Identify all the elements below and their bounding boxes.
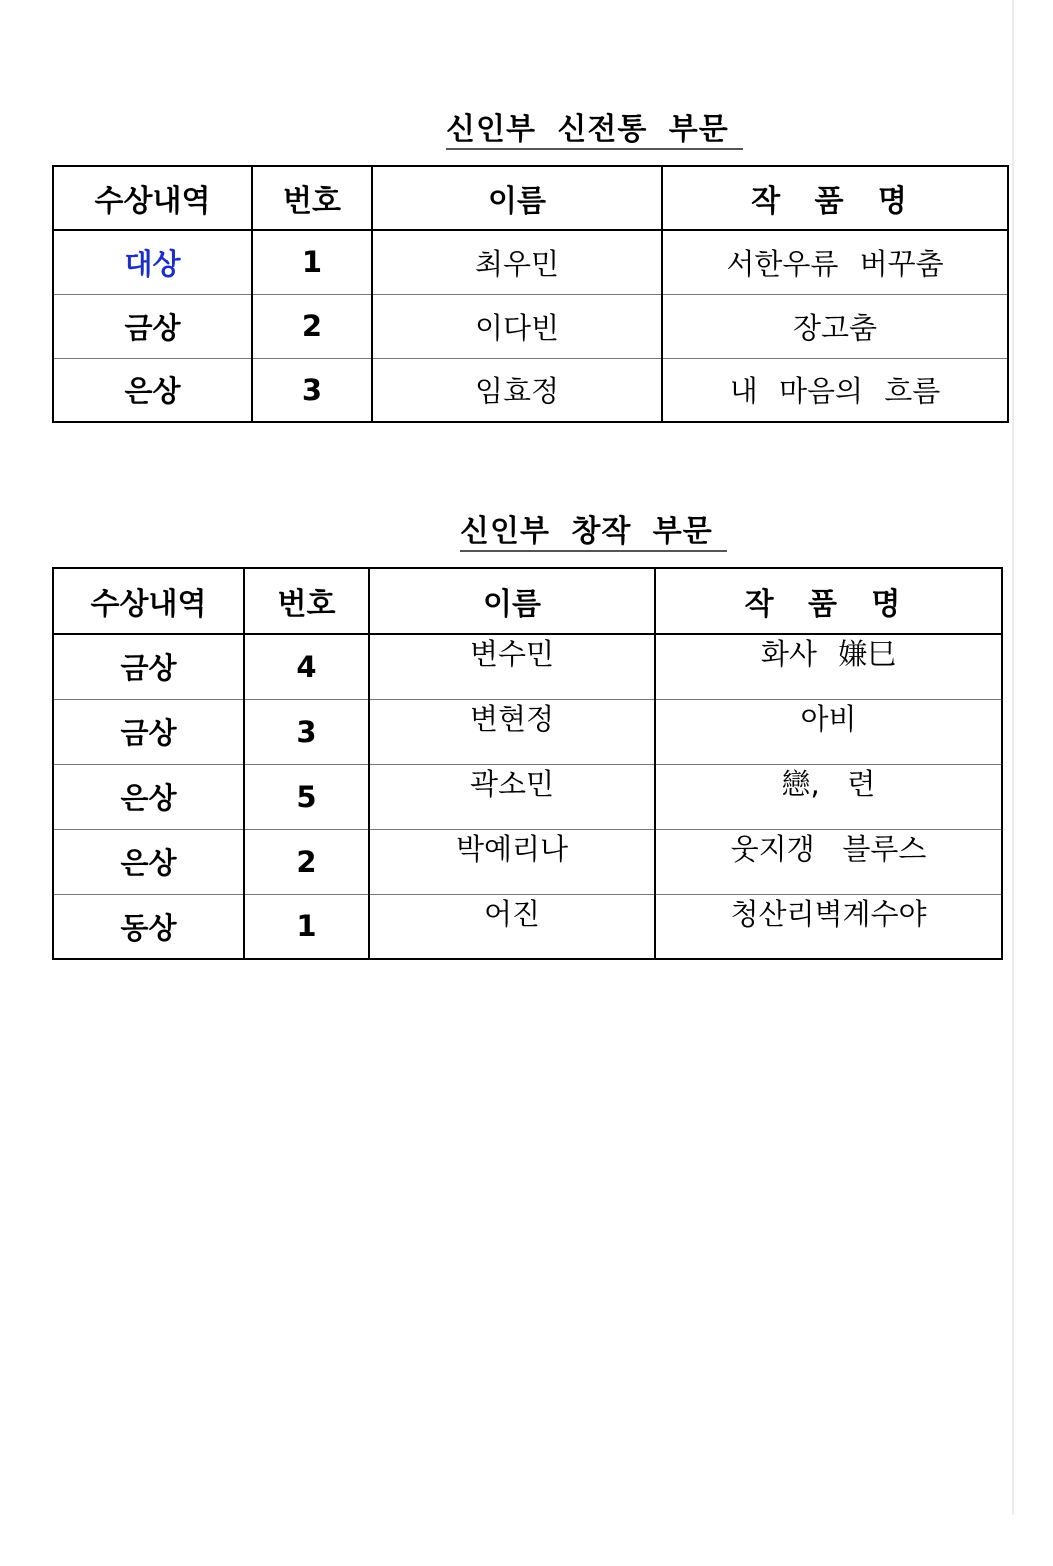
table-row (53, 294, 1008, 358)
name-cell: 변수민 (369, 634, 655, 699)
section-title-creative: 신인부 창작 부문 (460, 514, 727, 552)
header-name: 이름 (369, 568, 655, 634)
number-cell: 3 (252, 358, 372, 422)
name-cell: 이다빈 (372, 294, 662, 358)
header-number: 번호 (244, 568, 369, 634)
name-cell: 박예리나 (369, 829, 655, 894)
header-name: 이름 (372, 166, 662, 230)
work-cell: 장고춤 (662, 294, 1008, 358)
award-cell: 금상 (53, 634, 244, 699)
table-row (53, 829, 1002, 894)
award-cell: 대상 (53, 230, 252, 294)
name-cell: 어진 (369, 894, 655, 959)
award-cell: 은상 (53, 764, 244, 829)
results-table-new-tradition (52, 165, 1009, 423)
number-cell: 4 (244, 634, 369, 699)
header-award: 수상내역 (53, 568, 244, 634)
work-cell: 아비 (655, 699, 1002, 764)
number-cell: 1 (252, 230, 372, 294)
name-cell: 최우민 (372, 230, 662, 294)
number-cell: 5 (244, 764, 369, 829)
results-table-creative (52, 567, 1003, 960)
table-row (53, 764, 1002, 829)
award-cell: 은상 (53, 829, 244, 894)
work-cell: 웃지갱 블루스 (655, 829, 1002, 894)
header-work: 작 품 명 (662, 166, 1008, 230)
award-cell: 동상 (53, 894, 244, 959)
award-cell: 은상 (53, 358, 252, 422)
page-edge (1012, 0, 1014, 1515)
table-row (53, 894, 1002, 959)
table-header-row (53, 568, 1002, 634)
table-row (53, 634, 1002, 699)
work-cell: 서한우류 버꾸춤 (662, 230, 1008, 294)
work-cell: 화사 嫌巳 (655, 634, 1002, 699)
section-title-new-tradition: 신인부 신전통 부문 (446, 112, 743, 150)
award-cell: 금상 (53, 699, 244, 764)
header-number: 번호 (252, 166, 372, 230)
table-row (53, 358, 1008, 422)
number-cell: 1 (244, 894, 369, 959)
table-header-row (53, 166, 1008, 230)
work-cell: 戀, 련 (655, 764, 1002, 829)
work-cell: 내 마음의 흐름 (662, 358, 1008, 422)
table-row (53, 699, 1002, 764)
name-cell: 곽소민 (369, 764, 655, 829)
name-cell: 임효정 (372, 358, 662, 422)
header-work: 작 품 명 (655, 568, 1002, 634)
number-cell: 2 (252, 294, 372, 358)
number-cell: 3 (244, 699, 369, 764)
number-cell: 2 (244, 829, 369, 894)
name-cell: 변현정 (369, 699, 655, 764)
work-cell: 청산리벽계수야 (655, 894, 1002, 959)
header-award: 수상내역 (53, 166, 252, 230)
table-row (53, 230, 1008, 294)
award-cell: 금상 (53, 294, 252, 358)
